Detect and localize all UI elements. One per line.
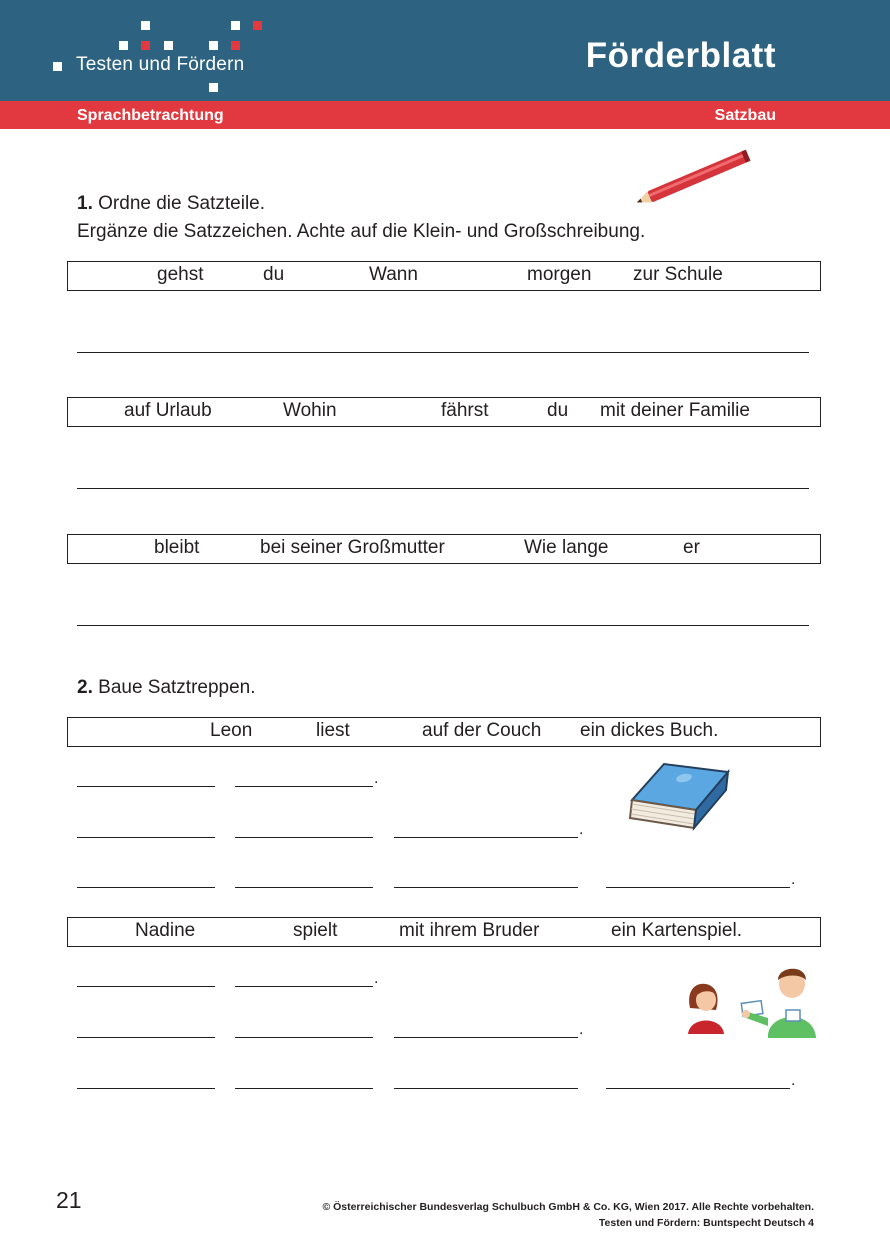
pencil-icon [622,148,762,210]
stair-line[interactable] [77,1088,215,1089]
page-number: 21 [56,1187,82,1213]
word-card: morgen [527,264,592,285]
stair-line[interactable] [606,887,790,888]
copyright-text: © Österreichischer Bundesverlag Schulbuch GmbH & Co. KG, Wien 2017. Alle Rechte vorbehalten. [322,1201,814,1213]
stair-line[interactable] [235,1037,373,1038]
stair-line[interactable] [394,887,578,888]
logo-text: Testen und Fördern [76,54,245,75]
task1-number: 1. [77,193,93,214]
word-card: fährst [441,400,489,421]
word-card: Leon [210,720,253,741]
topic-label: Satzbau [714,107,776,124]
task2-line: Baue Satztreppen. [98,677,256,698]
word-card: bei seiner Großmutter [260,537,445,558]
answer-line-3[interactable] [77,625,809,626]
word-card: spielt [293,920,338,941]
stair-line[interactable] [77,837,215,838]
word-card: auf Urlaub [124,400,212,421]
word-card: gehst [157,264,204,285]
word-card: mit ihrem Bruder [399,920,540,941]
word-box-3 [67,534,821,564]
subject-label: Sprachbetrachtung [77,107,224,124]
word-box-4 [67,717,821,747]
task2-number: 2. [77,677,93,698]
word-card: bleibt [154,537,200,558]
page-title: Förderblatt [585,36,776,75]
word-card: du [547,400,569,421]
period-mark: . [374,770,379,787]
task1-line2: Ergänze die Satzzeichen. Achte auf die Klein- und Großschreibung. [77,221,646,242]
stair-line[interactable] [235,786,373,787]
task1-line1: Ordne die Satzteile. [98,193,266,214]
word-box-5 [67,917,821,947]
word-card: Nadine [135,920,196,941]
stair-line[interactable] [394,1088,578,1089]
stair-line[interactable] [235,986,373,987]
period-mark: . [374,970,379,987]
stair-line[interactable] [235,1088,373,1089]
stair-line[interactable] [394,1037,578,1038]
word-card: du [263,264,285,285]
word-card: ein dickes Buch. [580,720,719,741]
stair-line[interactable] [606,1088,790,1089]
stair-line[interactable] [77,986,215,987]
word-card: Wie lange [524,537,609,558]
word-box-2 [67,397,821,427]
word-card: mit deiner Familie [600,400,750,421]
word-card: auf der Couch [422,720,542,741]
period-mark: . [579,1021,584,1038]
logo-squares-icon [0,0,300,100]
word-card: ein Kartenspiel. [611,920,742,941]
task2-instruction [77,674,256,702]
task1-instruction [77,190,265,218]
period-mark: . [791,1072,796,1089]
word-card: liest [316,720,350,741]
word-card: zur Schule [633,264,723,285]
children-card-game-icon [682,962,822,1038]
word-card: Wann [369,264,418,285]
series-text: Testen und Fördern: Buntspecht Deutsch 4 [598,1217,814,1229]
word-box-1 [67,261,821,291]
period-mark: . [579,821,584,838]
answer-line-2[interactable] [77,488,809,489]
word-card: Wohin [283,400,337,421]
stair-line[interactable] [77,1037,215,1038]
word-card: er [683,537,700,558]
stair-line[interactable] [394,837,578,838]
header-bar [0,0,890,101]
stair-line[interactable] [77,887,215,888]
period-mark: . [791,871,796,888]
stair-line[interactable] [235,837,373,838]
copyright-notice [322,1199,814,1231]
stair-line[interactable] [77,786,215,787]
answer-line-1[interactable] [77,352,809,353]
book-icon [624,756,732,834]
stair-line[interactable] [235,887,373,888]
